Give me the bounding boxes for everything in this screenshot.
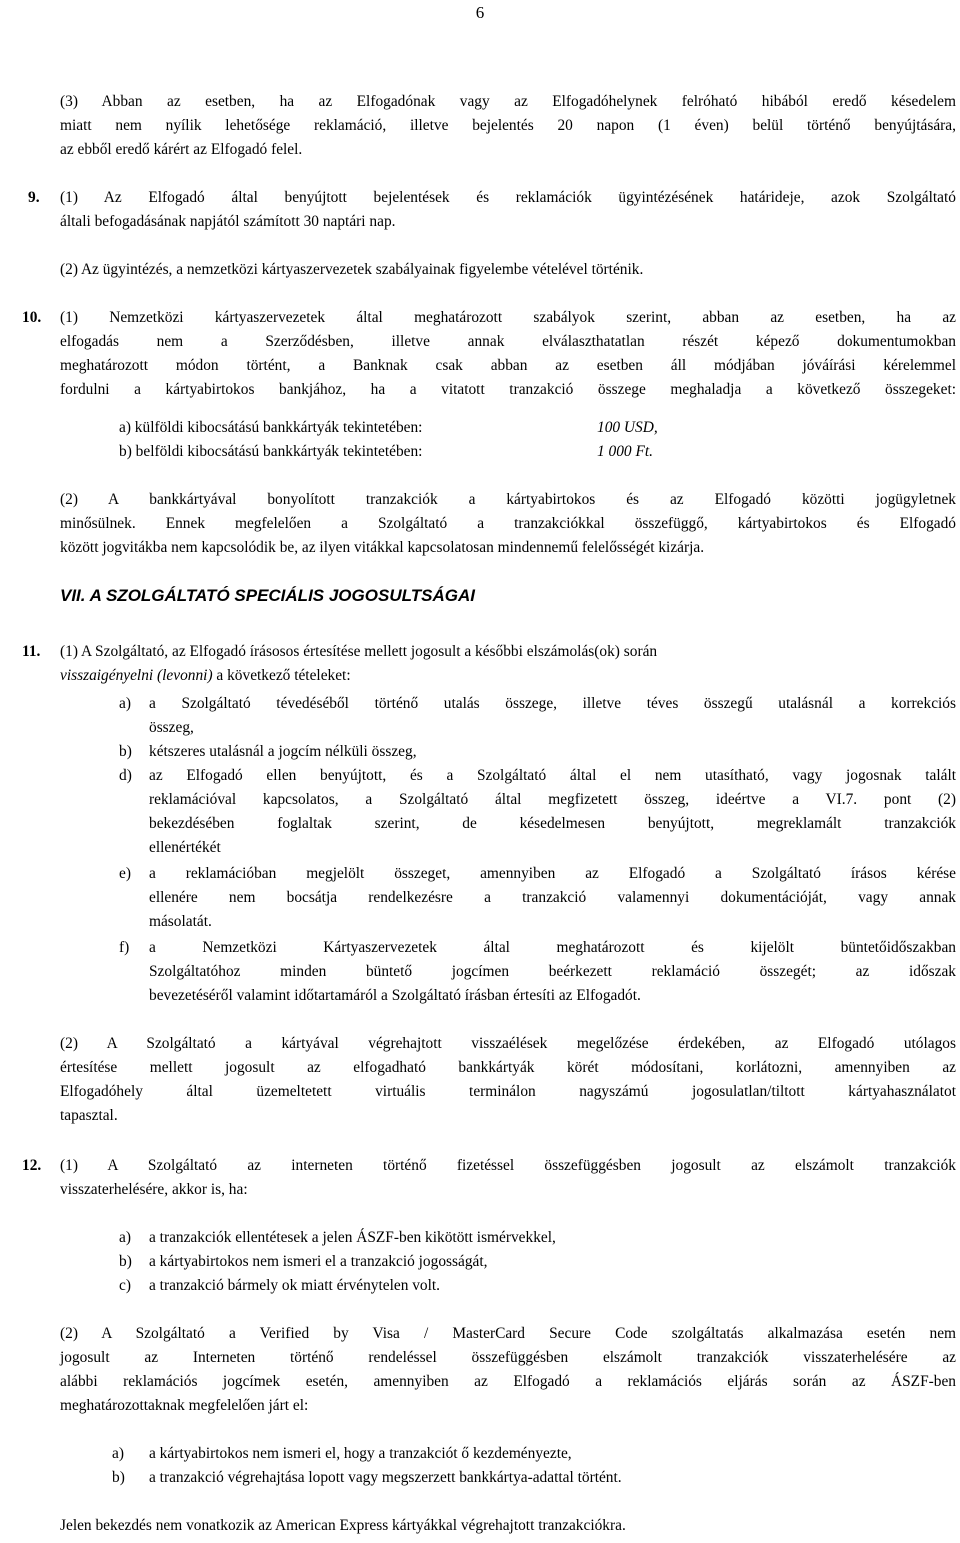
section-11-p2-line-1: (2) A Szolgáltató a kártyával végrehajtott visszaélések megelőzése érdekében, az Elfogadó utólagos [60, 1035, 956, 1052]
item-f-line-2: Szolgáltatóhoz minden büntető jogcímen beérkezett reklamáció összegét; az időszak [149, 963, 956, 980]
section-12-p2-line-2: jogosult az Interneten történő rendeléssel összefüggésben elszámolt tranzakciók visszaterhelésére az [60, 1349, 956, 1366]
paragraph-3-line-3: az ebből eredő kárért az Elfogadó felel. [60, 141, 303, 158]
section-11-number: 11. [22, 643, 41, 660]
section-10-number: 10. [22, 309, 42, 326]
section-9-p2: (2) Az ügyintézés, a nemzetközi kártyaszervezetek szabályainak figyelembe vételével történik. [60, 261, 644, 278]
s12-item2-a-label: a) [112, 1445, 124, 1462]
section-10-p1-line-1: (1) Nemzetközi kártyaszervezetek által meghatározott szabályok szerint, abban az esetben, ha az [60, 309, 956, 326]
section-9-p1-line-2: általi befogadásának napjától számított 30 naptári nap. [60, 213, 396, 230]
item-a-line-2: összeg, [149, 719, 194, 736]
section-12-p1-line-2: visszaterhelésére, akkor is, ha: [60, 1181, 248, 1198]
s12-item1-c-text: a tranzakció bármely ok miatt érvénytelen volt. [149, 1277, 441, 1294]
section-11-p2-line-2: értesítése mellett jogosult az elfogadható bankkártyák körét módosítani, korlátozni, amennyiben az [60, 1059, 956, 1076]
closing-note: Jelen bekezdés nem vonatkozik az American Express kártyákkal végrehajtott tranzakciókra. [60, 1517, 626, 1534]
section-11-p2-line-3: Elfogadóhely által üzemeltetett virtuális terminálon nagyszámú jogosulatlan/tiltott kártyahasználatot [60, 1083, 956, 1100]
item-f-line-3: bevezetéséről valamint időtartamáról a Szolgáltató írásban értesíti az Elfogadót. [149, 987, 641, 1004]
item-f-label: f) [119, 939, 130, 956]
s12-item1-b-label: b) [119, 1253, 132, 1270]
section-10-p1-line-4: fordulni a kártyabirtokos bankjához, ha a vitatott tranzakció összege meghaladja a következő összegeket: [60, 381, 956, 398]
item-e-line-2: ellenére nem bocsátja rendelkezésre a tranzakció valamennyi dokumentációját, vagy annak [149, 889, 956, 906]
section-11-p1-line-2-rest: a következő tételeket: [212, 667, 351, 684]
section-12-p1-line-1: (1) A Szolgáltató az interneten történő fizetéssel összefüggésben jogosult az elszámolt tranzakciók [60, 1157, 956, 1174]
page-number: 6 [475, 3, 485, 22]
item-d-line-4: ellenértékét [149, 839, 221, 856]
section-9-p1-line-1: (1) Az Elfogadó által benyújtott bejelentések és reklamációk ügyintézésének határideje, azok Szolgáltató [60, 189, 956, 206]
section-10-p2-line-1: (2) A bankkártyával bonyolított tranzakciók a kártyabirtokos és az Elfogadó közötti jogügyletnek [60, 491, 956, 508]
section-12-p2-line-4: meghatározottaknak megfelelően járt el: [60, 1397, 309, 1414]
amount-value-foreign: 100 USD, [597, 419, 658, 436]
s12-item2-b-label: b) [112, 1469, 125, 1486]
s12-item1-b-text: a kártyabirtokos nem ismeri el a tranzakció jogosságát, [149, 1253, 488, 1270]
s12-item1-a-text: a tranzakciók ellentétesek a jelen ÁSZF-ben kikötött ismérvekkel, [149, 1229, 556, 1246]
section-11-p1-line-1: (1) A Szolgáltató, az Elfogadó írásosos értesítése mellett jogosult a későbbi elszámolás(ok) során [60, 643, 658, 660]
section-11-italic-term: visszaigényelni (levonni) [60, 667, 213, 684]
item-f-line-1: a Nemzetközi Kártyaszervezetek által meghatározott és kijelölt büntetőidőszakban [149, 939, 956, 956]
paragraph-3-line-1: (3) Abban az esetben, ha az Elfogadónak vagy az Elfogadóhelynek felróható hibából eredő késedelem [60, 93, 956, 110]
item-a-label: a) [119, 695, 131, 712]
paragraph-3-line-2: miatt nem nyílik lehetősége reklamáció, illetve bejelentés 20 napon (1 éven) belül történő benyújtására, [60, 117, 956, 134]
s12-item1-c-label: c) [119, 1277, 131, 1294]
item-e-line-1: a reklamációban megjelölt összeget, amennyiben az Elfogadó a Szolgáltató írásos kérése [149, 865, 956, 882]
chapter-title: VII. A SZOLGÁLTATÓ SPECIÁLIS JOGOSULTSÁGAI [60, 586, 475, 605]
item-a-line-1: a Szolgáltató tévedéséből történő utalás összege, illetve téves összegű utalásnál a korrekciós [149, 695, 956, 712]
item-e-line-3: másolatát. [149, 913, 212, 930]
section-11-p2-line-4: tapasztal. [60, 1107, 118, 1124]
section-10-p2-line-2: minősülnek. Ennek megfelelően a Szolgáltató a tranzakciókkal összefüggő, kártyabirtokos és Elfogadó [60, 515, 956, 532]
s12-item2-a-text: a kártyabirtokos nem ismeri el, hogy a tranzakciót ő kezdeményezte, [149, 1445, 572, 1462]
item-d-line-1: az Elfogadó ellen benyújtott, és a Szolgáltató által el nem utasítható, vagy jogosnak talált [149, 767, 956, 784]
item-d-line-2: reklamációval kapcsolatos, a Szolgáltató által megfizetett összeg, ideértve a VI.7. pont (2) [149, 791, 956, 808]
item-e-label: e) [119, 865, 131, 882]
section-10-p1-line-2: elfogadás nem a Szerződésben, illetve annak elválaszthatatlan részét képező dokumentumokban [60, 333, 956, 350]
section-11-p1-line-2 [60, 664, 956, 688]
section-10-p2-line-3: között jogvitákba nem kapcsolódik be, az ilyen vitákkal kapcsolatosan mindennemű felelősségét kizárja. [60, 539, 705, 556]
item-d-line-3: bekezdésében foglaltak szerint, de késedelmesen benyújtott, megreklamált tranzakciók [149, 815, 956, 832]
amount-label-domestic: b) belföldi kibocsátású bankkártyák tekintetében: [119, 443, 423, 460]
section-12-p2-line-3: alábbi reklamációs jogcímek esetén, amennyiben az Elfogadó a reklamációs eljárás során az ÁSZF-ben [60, 1373, 956, 1390]
amount-label-foreign: a) külföldi kibocsátású bankkártyák tekintetében: [119, 419, 423, 436]
s12-item1-a-label: a) [119, 1229, 131, 1246]
section-9-number: 9. [28, 189, 40, 206]
item-b-label: b) [119, 743, 132, 760]
section-12-number: 12. [22, 1157, 42, 1174]
section-10-p1-line-3: meghatározott módon történt, a Banknak csak abban az esetben áll módjában jóváírási kérelemmel [60, 357, 956, 374]
section-12-p2-line-1: (2) A Szolgáltató a Verified by Visa / MasterCard Secure Code szolgáltatás alkalmazása esetén nem [60, 1325, 956, 1342]
s12-item2-b-text: a tranzakció végrehajtása lopott vagy megszerzett bankkártya-adattal történt. [149, 1469, 622, 1486]
amount-value-domestic: 1 000 Ft. [597, 443, 654, 460]
item-b-line-1: kétszeres utalásnál a jogcím nélküli összeg, [149, 743, 417, 760]
item-d-label: d) [119, 767, 132, 784]
